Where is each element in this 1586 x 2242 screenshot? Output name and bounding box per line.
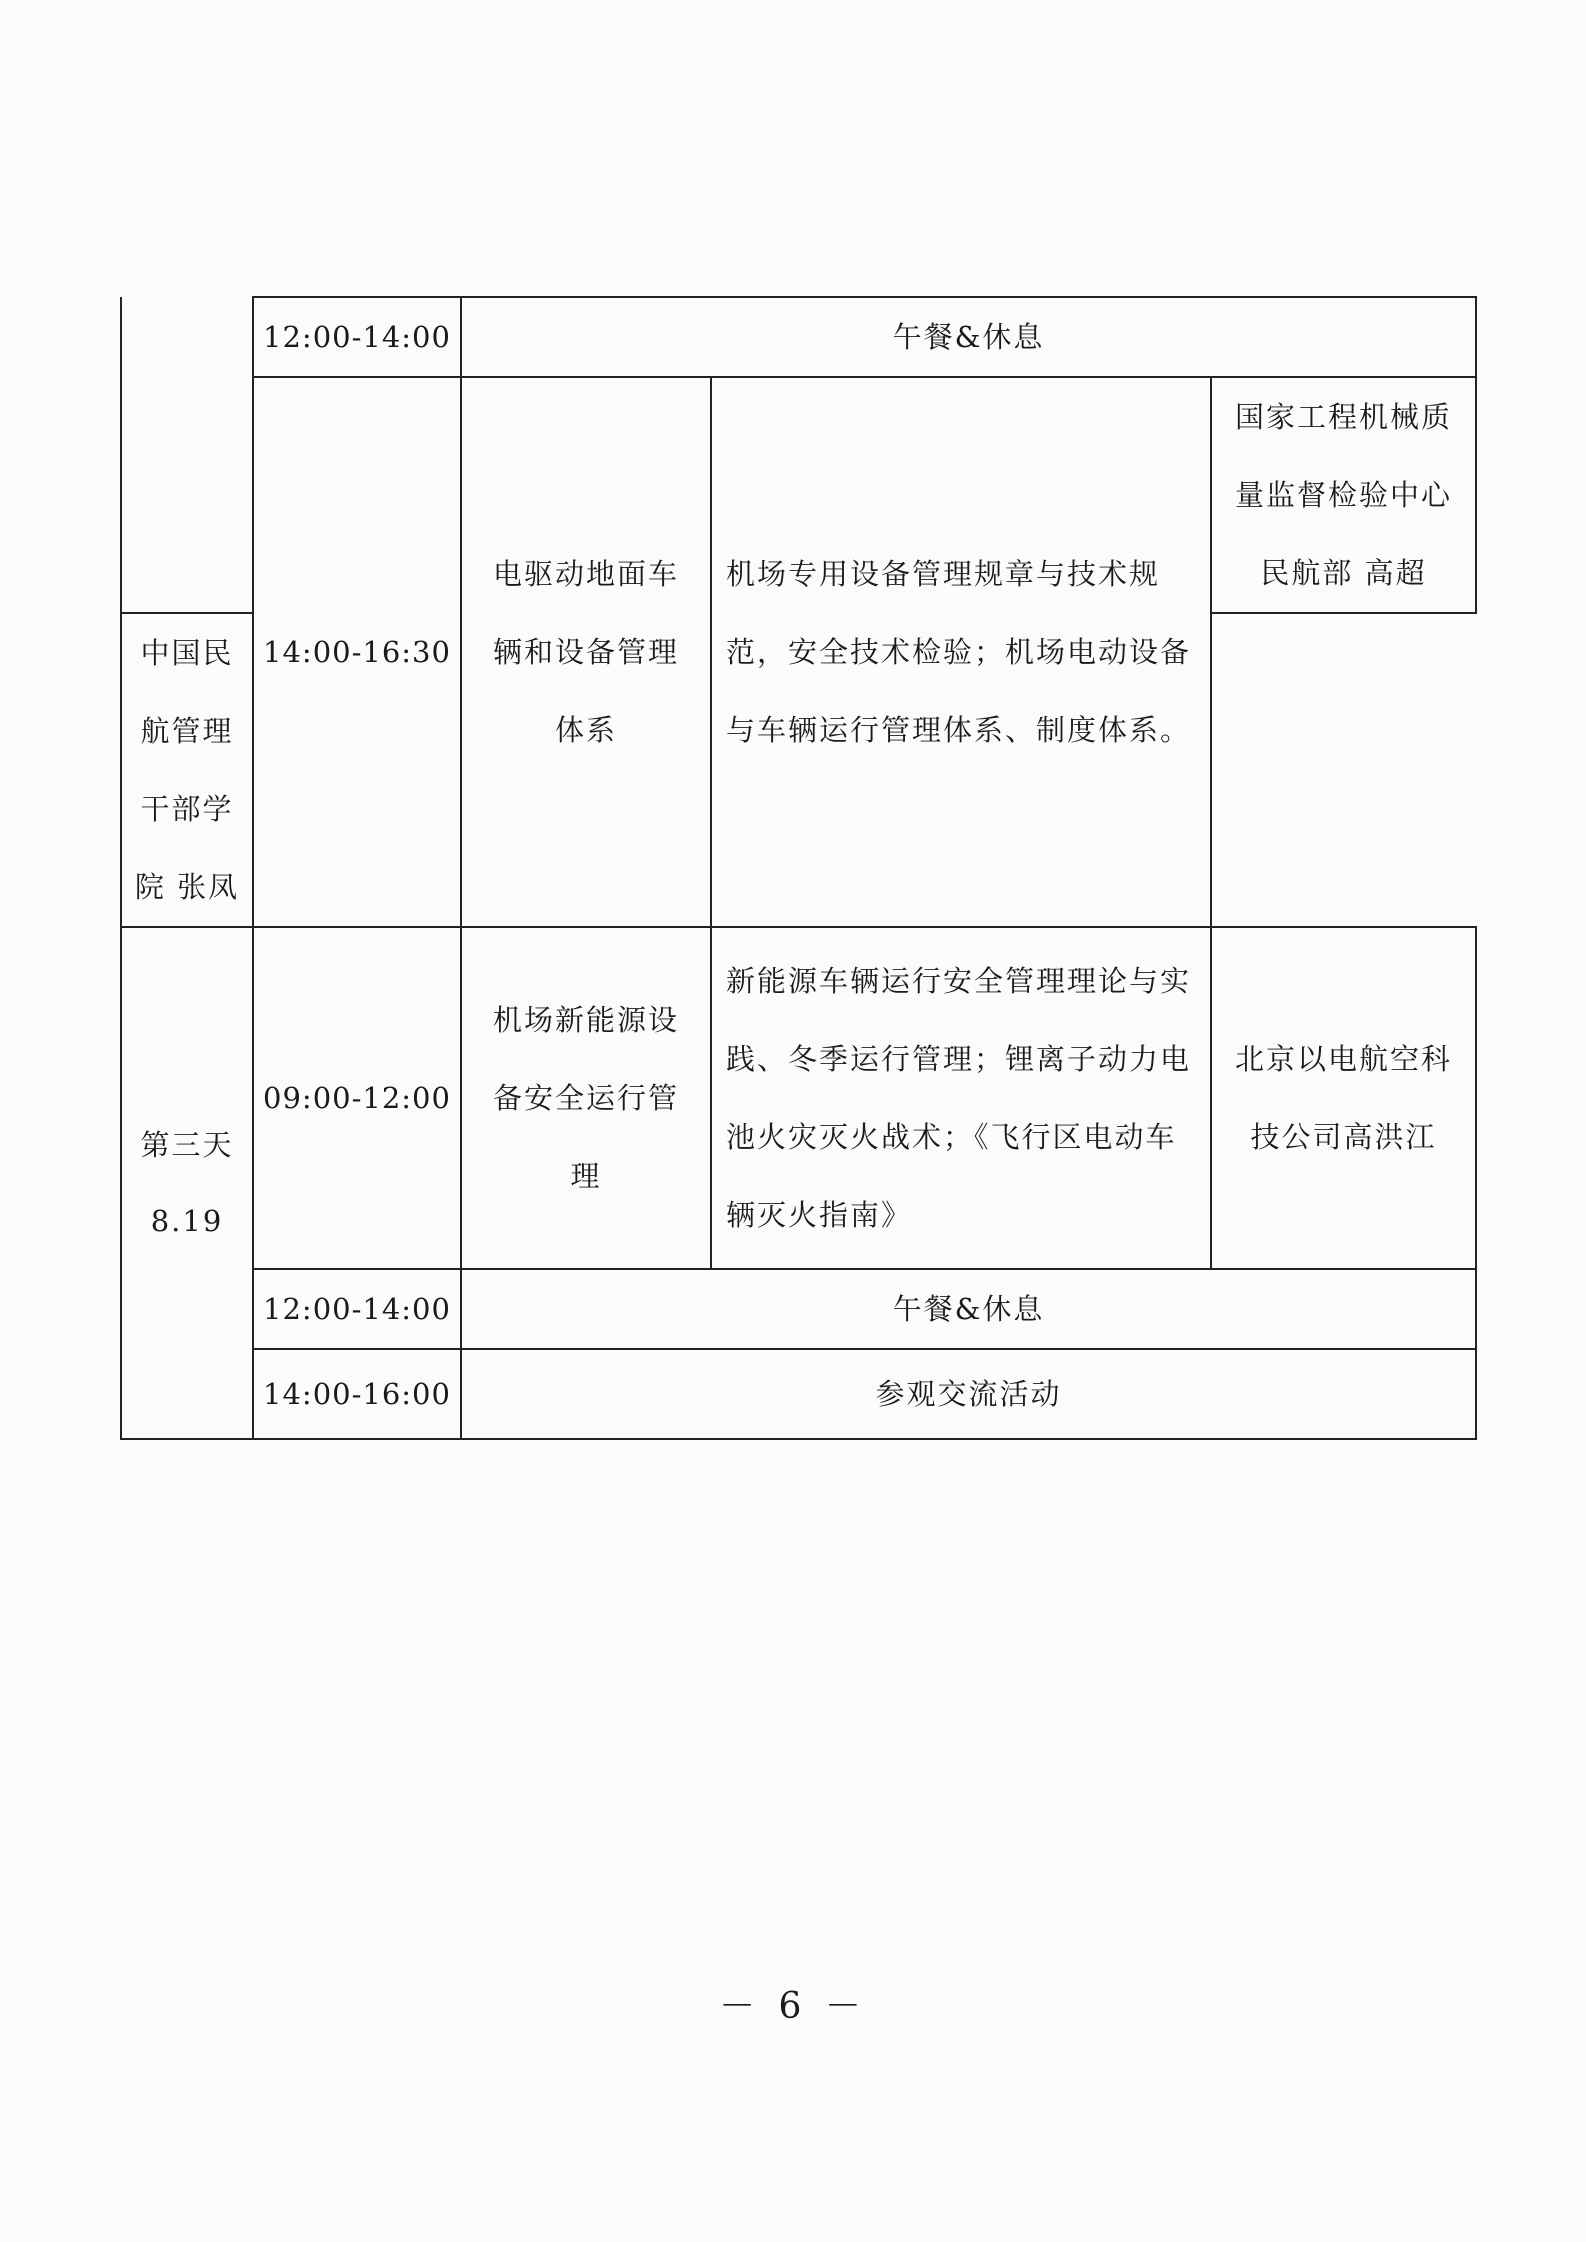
content-cell	[711, 377, 1211, 927]
content-cell	[711, 927, 1211, 1269]
topic-cell	[461, 927, 711, 1269]
page-number: － 6 －	[719, 1986, 867, 2027]
training-schedule-table	[120, 296, 1477, 1440]
activity-cell: 参观交流活动	[461, 1349, 1476, 1439]
content-text: 新能源车辆运行安全管理理论与实践、冬季运行管理；锂离子动力电池火灾灭火战术；《飞行区电动车辆灭火指南》	[726, 964, 1192, 1232]
table-row	[121, 1349, 1476, 1439]
speaker-cell	[1211, 377, 1476, 613]
topic-text: 电驱动地面车辆和设备管理体系	[492, 557, 679, 747]
time-cell: 14:00-16:30	[253, 377, 461, 927]
break-cell: 午餐&休息	[461, 297, 1476, 377]
time-cell: 14:00-16:00	[253, 1349, 461, 1439]
table-row	[121, 377, 1476, 613]
speaker-text: 中国民航管理干部学院 张凤	[134, 636, 240, 904]
time-cell: 09:00-12:00	[253, 927, 461, 1269]
table-row	[121, 927, 1476, 1269]
day-cell	[121, 927, 253, 1439]
break-cell: 午餐&休息	[461, 1269, 1476, 1349]
speaker-cell	[1211, 927, 1476, 1269]
time-cell: 12:00-14:00	[253, 297, 461, 377]
table-row	[121, 1269, 1476, 1349]
table-row	[121, 297, 1476, 377]
speaker-text: 国家工程机械质量监督检验中心民航部 高超	[1234, 400, 1452, 590]
speaker-cell	[121, 613, 253, 927]
day-date: 8.19	[150, 1204, 224, 1238]
content-text: 机场专用设备管理规章与技术规范，安全技术检验；机场电动设备与车辆运行管理体系、制度体系。	[726, 557, 1192, 747]
topic-cell	[461, 377, 711, 927]
day-cell-continued	[121, 297, 253, 613]
speaker-text: 北京以电航空科技公司高洪江	[1234, 1042, 1452, 1154]
topic-text: 机场新能源设备安全运行管理	[492, 1003, 679, 1193]
time-cell: 12:00-14:00	[253, 1269, 461, 1349]
day-label: 第三天	[140, 1128, 234, 1162]
